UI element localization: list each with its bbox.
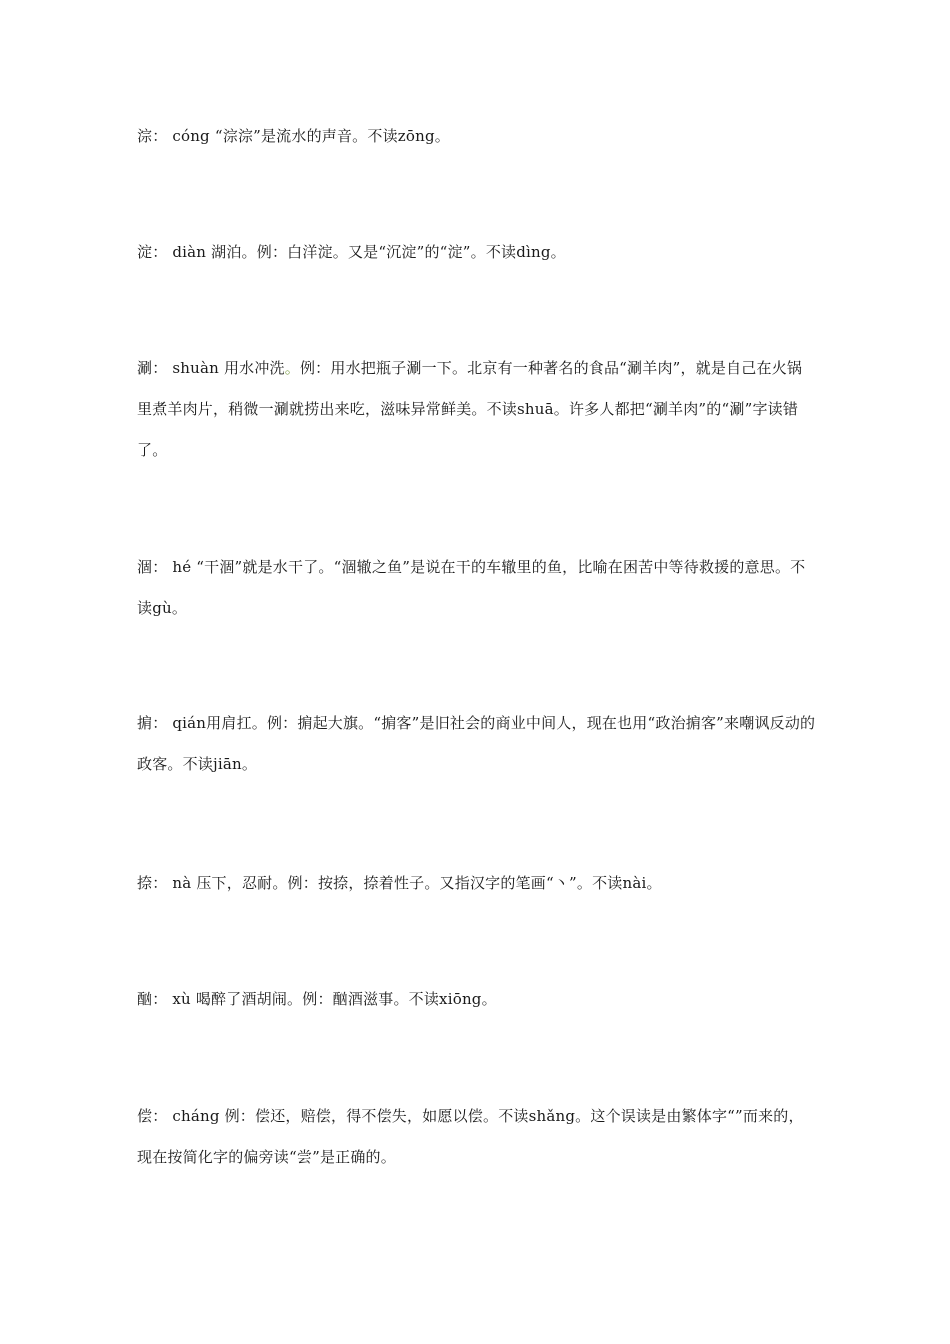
entry-dian: 淀： diàn 湖泊。例：白洋淀。又是“沉淀”的“淀”。不读dìng。 xyxy=(137,243,566,261)
entry-shuan-part2: 例：用水把瓶子涮一下。北京有一种著名的食品“涮羊肉”，就是自己在火锅里煮羊肉片，稍微一涮就捞出来吃，滋味异常鲜美。不读shuā。许多人都把“涮羊肉”的“涮”字读错了。 xyxy=(137,359,803,459)
entry-he: 涸： hé “干涸”就是水干了。“涸辙之鱼”是说在干的车辙里的鱼，比喻在困苦中等待救援的意思。不读gù。 xyxy=(137,558,806,617)
entry-chang: 偿： cháng 例：偿还，赔偿，得不偿失，如愿以偿。不读shǎng。这个误读是由繁体字“”而来的，现在按简化字的偏旁读“尝”是正确的。 xyxy=(137,1107,804,1166)
entry-shuan-mark: 。 xyxy=(284,359,300,377)
entry-cong: 淙： cóng “淙淙”是流水的声音。不读zōng。 xyxy=(137,127,450,145)
entry-qian: 掮： qián用肩扛。例：掮起大旗。“掮客”是旧社会的商业中间人，现在也用“政治掮客”来嘲讽反动的政客。不读jiān。 xyxy=(137,714,816,773)
entry-xu: 酗： xù 喝醉了酒胡闹。例：酗酒滋事。不读xiōng。 xyxy=(137,990,497,1008)
entry-na: 捺： nà 压下，忍耐。例：按捺，捺着性子。又指汉字的笔画“丶”。不读nài。 xyxy=(137,874,662,892)
entry-shuan xyxy=(137,348,817,471)
entry-shuan-part1: 涮： shuàn 用水冲洗 xyxy=(137,359,285,377)
